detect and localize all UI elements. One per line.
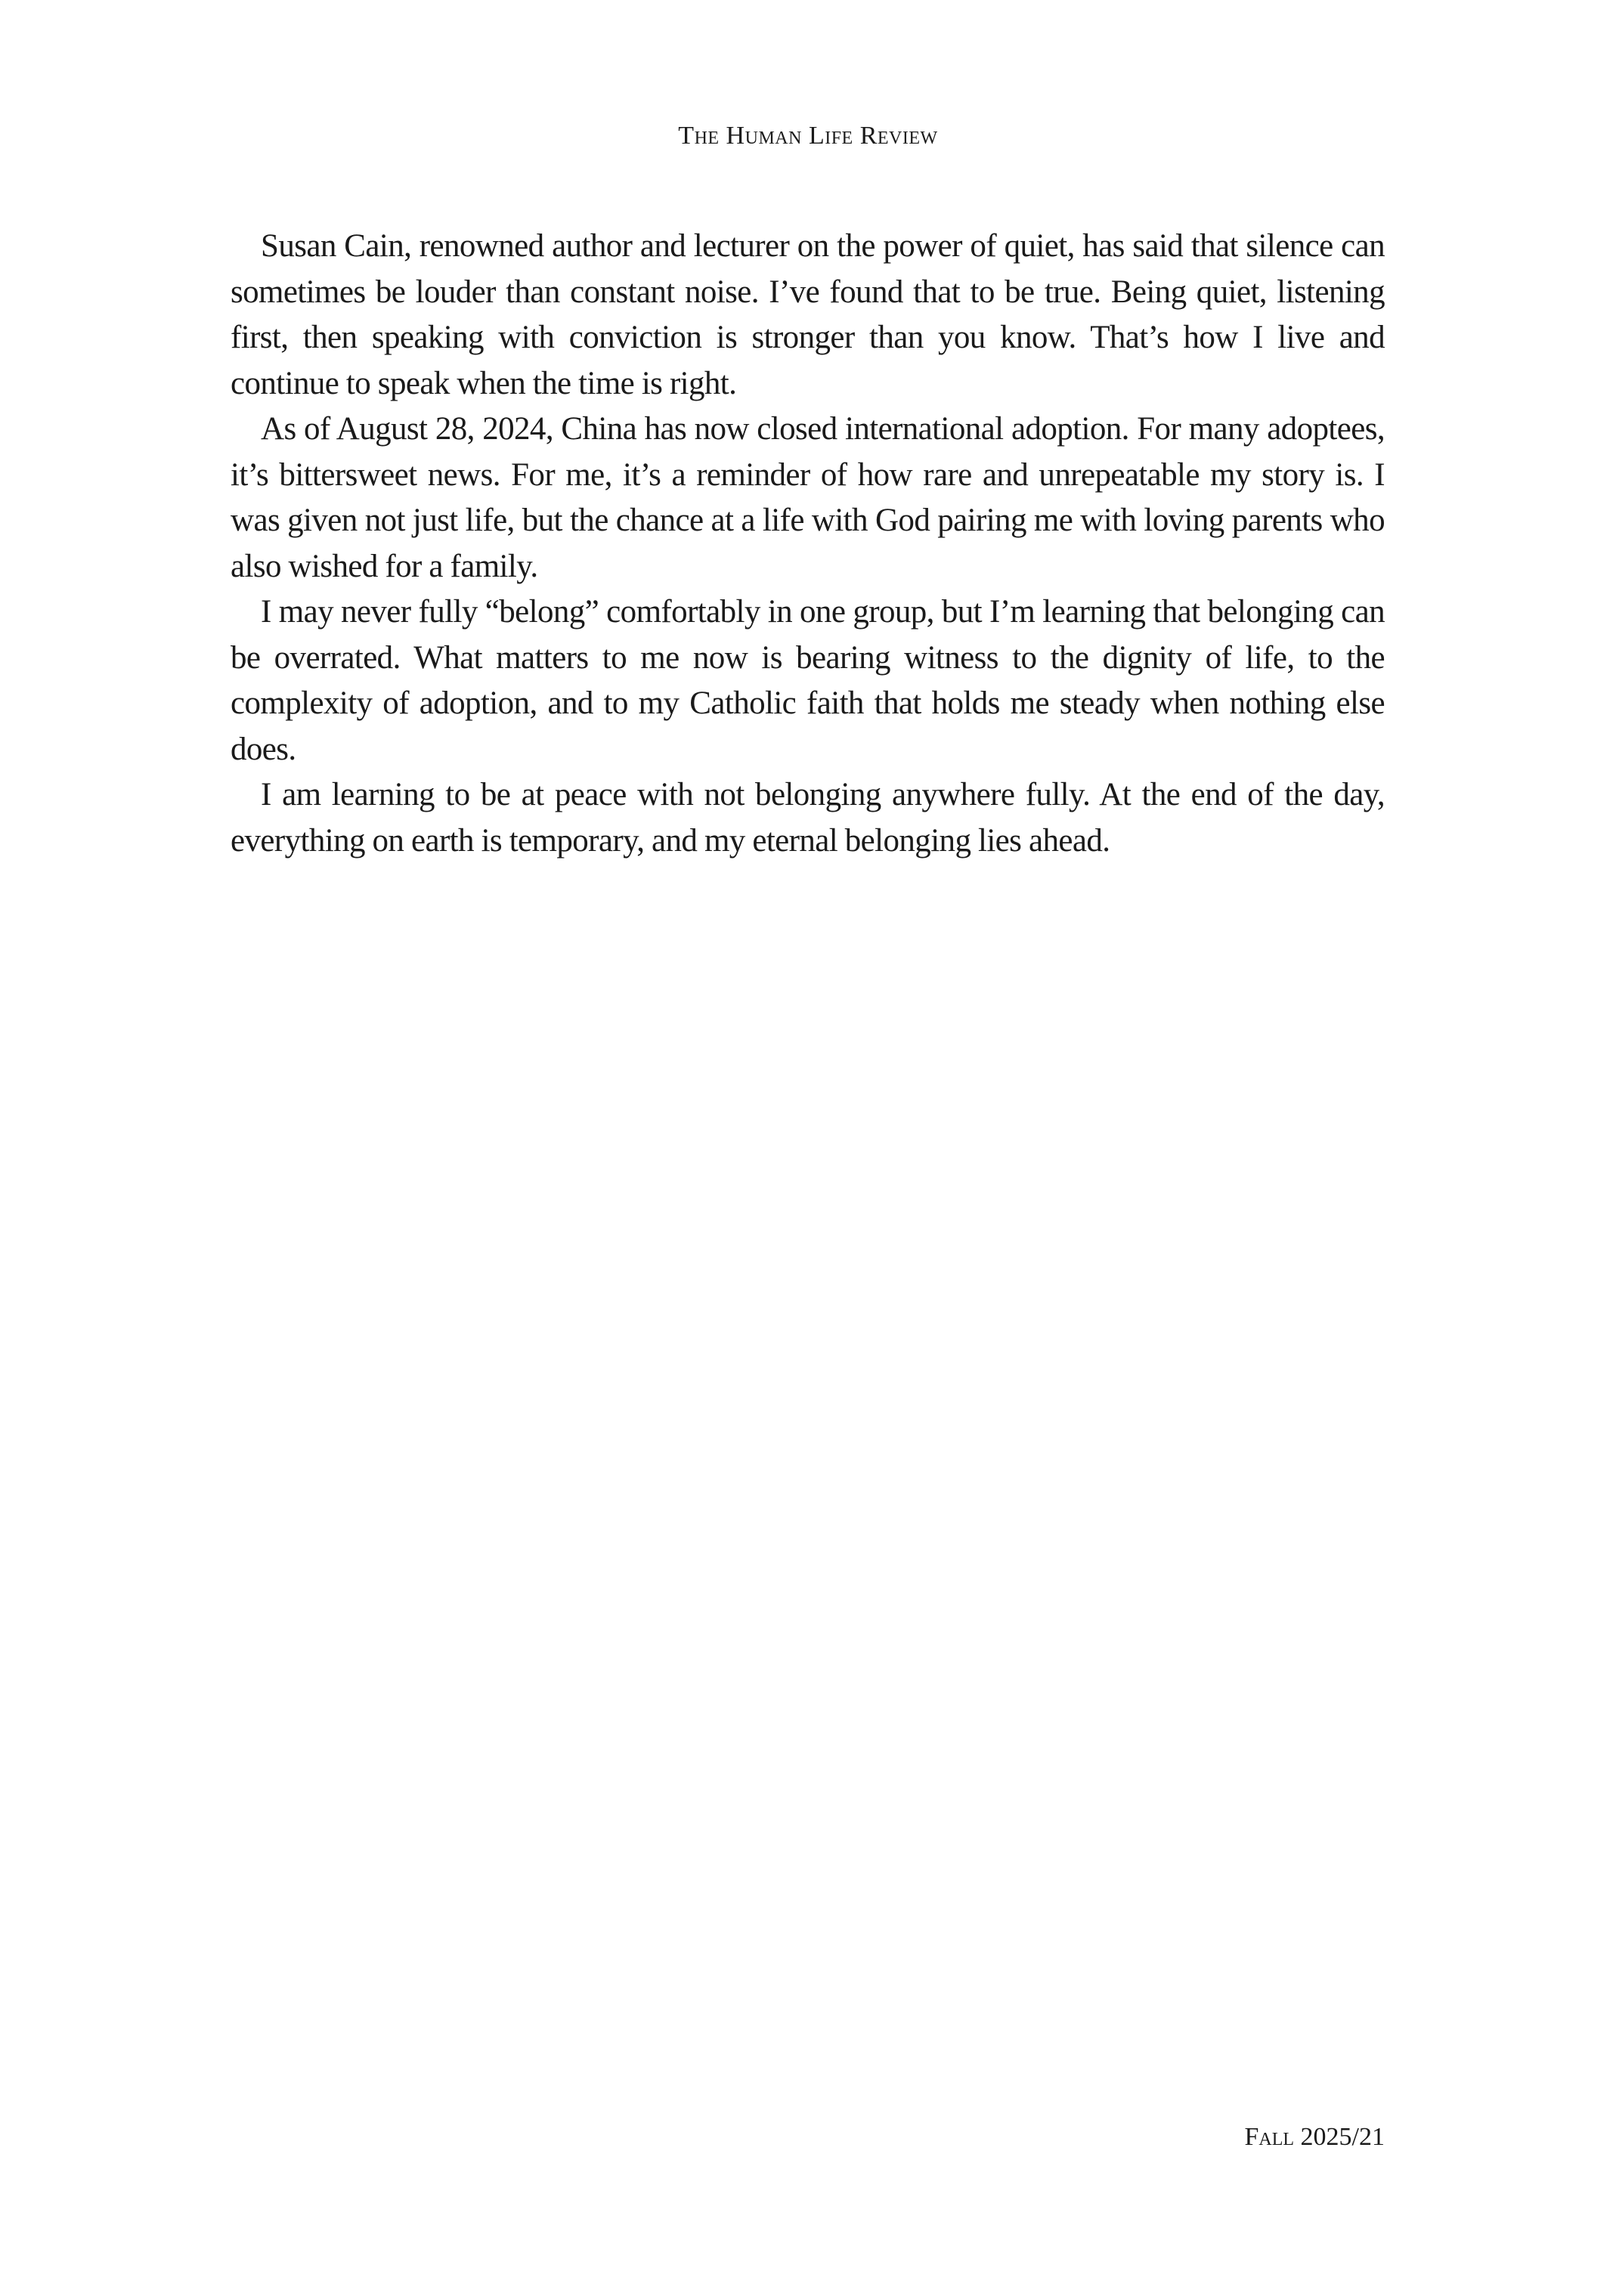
running-header-journal-title: The Human Life Review <box>678 122 938 150</box>
paragraph-2: As of August 28, 2024, China has now closed international adoption. For many adoptees, it’s bittersweet news. For me, it’s a reminder of how rare and unrepeatable my story is. I was given not just life, but the chance at a life with God pairing me with loving parents who also wished for a family. <box>231 411 1385 584</box>
paragraph-4: I am learning to be at peace with not belonging anywhere fully. At the end of the day, everything on earth is temporary, and my eternal belonging lies ahead. <box>231 777 1385 859</box>
article-body <box>231 224 1385 864</box>
paragraph-3: I may never fully “belong” comfortably in one group, but I’m learning that belonging can be overrated. What matters to me now is bearing witness to the dignity of life, to the complexity of adoption, and to my Catholic faith that holds me steady when nothing else does. <box>231 594 1385 767</box>
page-folio: Fall 2025/21 <box>1244 2123 1385 2151</box>
paragraph-1: Susan Cain, renowned author and lecturer on the power of quiet, has said that silence can sometimes be louder than constant noise. I’ve found that to be true. Being quiet, listening first, then speaking with conviction is stronger than you know. That’s how I live and continue to speak when the time is right. <box>231 228 1385 401</box>
